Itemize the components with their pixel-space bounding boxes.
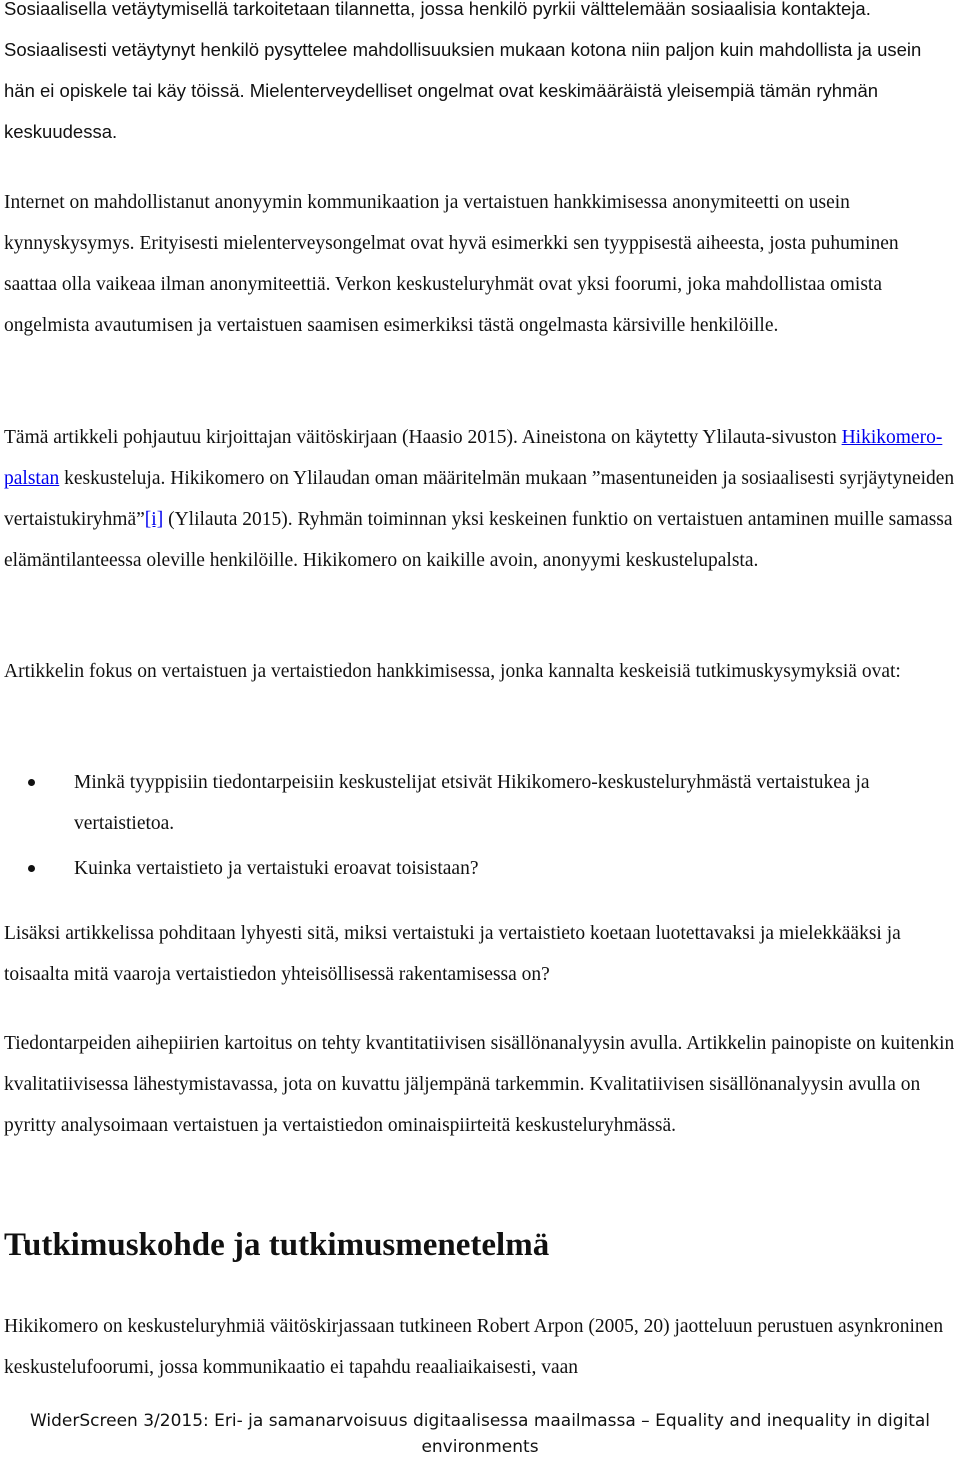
footnote-i-link[interactable]: [i] [144, 509, 164, 530]
bullet-dot-icon [28, 779, 35, 786]
paragraph-research-focus: Artikkelin fokus on vertaistuen ja vertaistiedon hankkimisessa, jonka kannalta keskeisiä tutkimuskysymyksiä ovat: [4, 661, 901, 682]
paragraph-article-basis-text-2: keskusteluja. Hikikomero on Ylilaudan oman määritelmän mukaan ”masentuneiden ja sosiaalisesti syrjäytyneiden vertaistukiryhmä” [4, 468, 955, 530]
list-item [0, 762, 952, 844]
paragraph-internet-anonymity-sentence-2: Erityisesti mielenterveysongelmat ovat hyvä esimerkki sen tyyppisestä aiheesta, josta puhuminen saattaa olla vaikeaa ilman anonymiteettiä. Verkon keskusteluryhmät ovat yksi foorumi, joka mahdollistaa omista ongelmista avautumisen ja vertaistuen saamisen esimerkiksi tästä ongelmasta kärsiville henkilöille. [4, 233, 899, 336]
paragraph-reliability: Lisäksi artikkelissa pohditaan lyhyesti sitä, miksi vertaistuki ja vertaistieto koetaan luotettavaksi ja mielekkääksi ja toisaalta mitä vaaroja vertaistiedon yhteisöllisessä rakentamisessa on? [4, 923, 901, 985]
hikikomero-palsta-link[interactable]: Hikikomero-palstan [4, 427, 943, 489]
research-question-2: Kuinka vertaistieto ja vertaistuki eroavat toisistaan? [74, 858, 479, 879]
paragraph-social-withdrawal: Sosiaalisella vetäytymisellä tarkoitetaan tilannetta, jossa henkilö pyrkii välttelemään sosiaalisia kontakteja. Sosiaalisesti vetäytynyt henkilö pysyttelee mahdollisuuksien mukaan kotona niin paljon kuin mahdollista ja usein hän ei opiskele tai käy töissä. Mielenterveydelliset ongelmat ovat keskimääräistä yleisempiä tämän ryhmän keskuudessa. [4, 0, 922, 142]
bullet-dot-icon [28, 865, 35, 872]
research-questions-list [0, 762, 952, 893]
research-question-1: Minkä tyyppisiin tiedontarpeisiin keskustelijat etsivät Hikikomero-keskusteluryhmästä vertaistukea ja vertaistietoa. [74, 772, 870, 834]
paragraph-article-basis-text-3: (Ylilauta 2015). Ryhmän toiminnan yksi keskeinen funktio on vertaistuen antaminen muille samassa elämäntilanteessa oleville henkilöille. Hikikomero on kaikille avoin, anonyymi keskustelupalsta. [4, 509, 953, 571]
paragraph-article-basis [4, 417, 956, 581]
paragraph-article-basis-text-1: Tämä artikkeli pohjautuu kirjoittajan väitöskirjaan (Haasio 2015). Aineistona on käytetty Ylilauta-sivuston [4, 427, 842, 448]
section-heading: Tutkimuskohde ja tutkimusmenetelmä [4, 1227, 550, 1263]
paragraph-forum-type: Hikikomero on keskusteluryhmiä väitöskirjassaan tutkineen Robert Arpon (2005, 20) jaotteluun perustuen asynkroninen keskustelufoorumi, jossa kommunikaatio ei tapahdu reaaliaikaisesti, vaan [4, 1316, 944, 1378]
page-footer: WiderScreen 3/2015: Eri- ja samanarvoisuus digitaalisessa maailmassa – Equality and inequality in digital environments [29, 1411, 931, 1457]
paragraph-internet-anonymity-sentence-1: Internet on mahdollistanut anonyymin kommunikaation ja vertaistuen hankkimisessa anonymiteetti on usein kynnyskysymys. [4, 192, 850, 254]
paragraph-methods: Tiedontarpeiden aihepiirien kartoitus on tehty kvantitatiivisen sisällönanalyysin avulla. Artikkelin painopiste on kuitenkin kvalitatiivisessa lähestymistavassa, jota on kuvattu jäljempänä tarkemmin. Kvalitatiivisen sisällönanalyysin avulla on pyritty analysoimaan vertaistuen ja vertaistiedon ominaispiirteitä keskusteluryhmässä. [4, 1033, 955, 1136]
list-item [0, 848, 952, 889]
paragraph-internet-anonymity [4, 182, 956, 346]
